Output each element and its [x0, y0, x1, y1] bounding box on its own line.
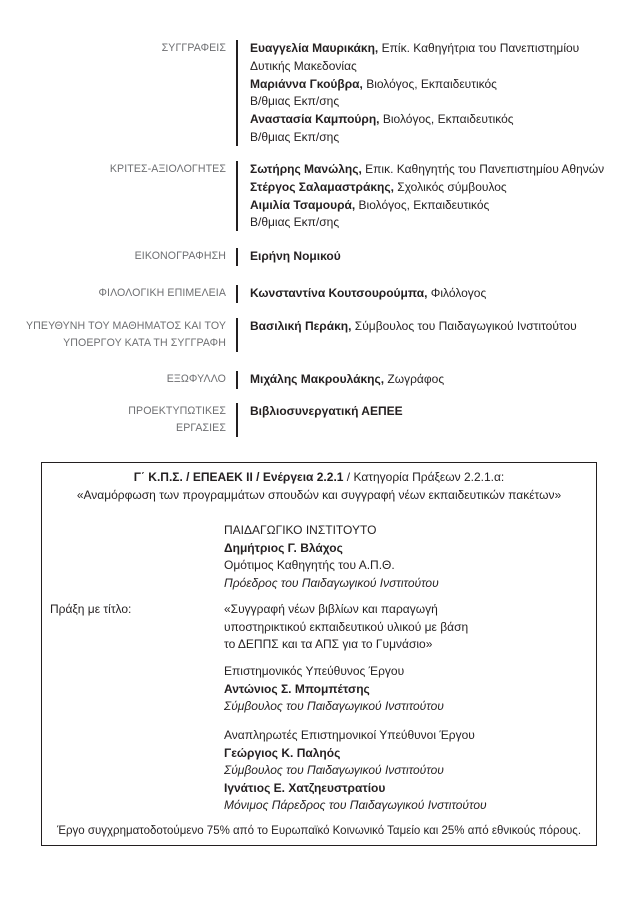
person-entry: [250, 161, 635, 179]
role-line: ΕΙΚΟΝΟΓΡΑΦΗΣΗ: [134, 250, 226, 262]
deputy-role: Σύμβουλος του Παιδαγωγικού Ινστιτούτου: [224, 763, 444, 777]
box-header: [42, 469, 596, 504]
action-title-line: «Συγγραφή νέων βιβλίων και παραγωγή: [224, 602, 438, 616]
person-desc: Βιολόγος, Εκπαιδευτικός: [362, 76, 497, 91]
deputies-label: Αναπληρωτές Επιστημονικοί Υπεύθυνοι Έργου: [224, 728, 475, 742]
role-line: ΥΠΟΕΡΓΟΥ ΚΑΤΑ ΤΗ ΣΥΓΓΡΑΦΗ: [63, 337, 226, 349]
scientific-role: Σύμβουλος του Παιδαγωγικού Ινστιτούτου: [224, 699, 444, 713]
person-name: Μαριάννα Γκούβρα,: [250, 76, 363, 91]
person-name: Στέργος Σαλαμαστράκης,: [250, 179, 394, 194]
action-title-block: [224, 601, 594, 654]
institute-head: Δημήτριος Γ. Βλάχος: [224, 540, 343, 555]
role-illustration: [0, 248, 226, 265]
role-supervisor: [0, 318, 226, 352]
scientific-label: Επιστημονικός Υπεύθυνος Έργου: [224, 664, 405, 678]
role-cover: [0, 371, 226, 388]
people-list: [250, 161, 635, 232]
divider-bar: [236, 248, 238, 266]
person-entry: [250, 40, 635, 58]
person-desc: Δυτικής Μακεδονίας: [250, 58, 357, 73]
institute-name: ΠΑΙΔΑΓΩΓΙΚΟ ΙΝΣΤΙΤΟΥΤΟ: [224, 523, 377, 537]
role-line: ΥΠΕΥΘΥΝΗ ΤΟΥ ΜΑΘΗΜΑΤΟΣ ΚΑΙ ΤΟΥ: [25, 320, 226, 332]
divider-bar: [236, 371, 238, 389]
role-prepress: [0, 403, 226, 437]
person-desc: Επίκ. Καθηγήτρια του Πανεπιστημίου: [378, 41, 580, 55]
role-line: ΕΞΩΦΥΛΛΟ: [166, 373, 226, 385]
divider-bar: [236, 40, 238, 146]
person-name: Ειρήνη Νομικού: [250, 249, 341, 263]
person-name: Μιχάλης Μακρουλάκης,: [250, 372, 385, 386]
person-name: Βασιλική Περάκη,: [250, 319, 352, 333]
deputy-name: Ιγνάτιος Ε. Χατζηευστρατίου: [224, 780, 386, 795]
person-desc: Επικ. Καθηγητής του Πανεπιστημίου Αθηνών: [361, 162, 605, 176]
header-suffix: / Κατηγορία Πράξεων 2.2.1.α:: [343, 470, 505, 484]
scientific-name: Αντώνιος Σ. Μπομπέτσης: [224, 681, 370, 696]
people-list: [250, 248, 635, 266]
deputies-block: [224, 727, 594, 815]
institute-head-title: Ομότιμος Καθηγητής του Α.Π.Θ.: [224, 558, 395, 572]
person-desc: Β/θμιας Εκπ/σης: [250, 215, 340, 230]
divider-bar: [236, 318, 238, 352]
person-name: Αναστασία Καμπούρη,: [250, 112, 380, 127]
person-entry: [250, 371, 635, 389]
divider-bar: [236, 285, 238, 303]
action-label: Πράξη με τίτλο:: [50, 602, 132, 616]
action-title-line: υποστηρικτικού εκπαιδευτικού υλικού με βάση: [224, 619, 469, 634]
person-desc: Βιολόγος, Εκπαιδευτικός: [355, 197, 490, 212]
institute-block: [224, 522, 594, 592]
person-name: Κωνσταντίνα Κουτσουρούμπα,: [250, 286, 428, 300]
person-entry: [250, 197, 635, 215]
role-editing: [0, 285, 226, 302]
divider-bar: [236, 403, 238, 437]
header-line-2: «Αναμόρφωση των προγραμμάτων σπουδών και συγγραφή νέων εκπαιδευτικών πακέτων»: [76, 487, 562, 502]
person-desc: Ζωγράφος: [384, 372, 445, 386]
person-name: Σωτήρης Μανώλης,: [250, 162, 362, 176]
header-line-1: [42, 469, 596, 487]
people-list: [250, 371, 635, 389]
person-desc: Σχολικός σύμβουλος: [393, 179, 507, 194]
header-prefix: Γ΄ Κ.Π.Σ. / ΕΠΕΑΕΚ ΙΙ /: [133, 470, 263, 484]
person-desc: Βιολόγος, Εκπαιδευτικός: [379, 112, 514, 127]
person-desc: Β/θμιας Εκπ/σης: [250, 129, 340, 144]
person-name: Ευαγγελία Μαυρικάκη,: [250, 41, 379, 55]
role-line: ΣΥΓΓΡΑΦΕΙΣ: [161, 42, 226, 54]
role-line: ΦΙΛΟΛΟΓΙΚΗ ΕΠΙΜΕΛΕΙΑ: [98, 287, 226, 299]
action-title-line: το ΔΕΠΠΣ και τα ΑΠΣ για το Γυμνάσιο»: [224, 637, 433, 651]
person-entry: [250, 285, 635, 303]
scientific-block: [224, 663, 594, 716]
role-line: ΠΡΟΕΚΤΥΠΩΤΙΚΕΣ: [128, 405, 226, 417]
header-action: Ενέργεια 2.2.1: [262, 470, 344, 484]
person-entry: [250, 248, 635, 266]
institute-head-role: Πρόεδρος του Παιδαγωγικού Ινστιτούτου: [224, 575, 439, 590]
role-reviewers: [0, 161, 226, 178]
people-list: [250, 403, 635, 421]
role-line: ΕΡΓΑΣΙΕΣ: [176, 422, 226, 434]
person-entry: [250, 76, 635, 94]
person-entry: [250, 111, 635, 129]
person-name: Βιβλιοσυνεργατική ΑΕΠΕΕ: [250, 404, 403, 418]
person-desc: Σύμβουλος του Παιδαγωγικού Ινστιτούτου: [351, 319, 577, 333]
person-desc: Β/θμιας Εκπ/σης: [250, 94, 340, 109]
deputy-name: Γεώργιος Κ. Παληός: [224, 745, 341, 760]
funding-footer: Έργο συγχρηματοδοτούμενο 75% από το Ευρωπαϊκό Κοινωνικό Ταμείο και 25% από εθνικούς πόρους.: [56, 825, 582, 837]
role-line: ΚΡΙΤΕΣ-ΑΞΙΟΛΟΓΗΤΕΣ: [109, 163, 226, 175]
program-info-box: [41, 462, 597, 846]
role-authors: [0, 40, 226, 57]
person-entry: [250, 403, 635, 421]
person-name: Αιμιλία Τσαμουρά,: [250, 197, 356, 212]
person-entry: [250, 179, 635, 197]
people-list: [250, 40, 635, 147]
person-desc: Φιλόλογος: [427, 286, 487, 300]
divider-bar: [236, 161, 238, 231]
people-list: [250, 285, 635, 303]
person-entry: [250, 318, 635, 336]
people-list: [250, 318, 635, 336]
deputy-role: Μόνιμος Πάρεδρος του Παιδαγωγικού Ινστιτούτου: [224, 798, 487, 812]
